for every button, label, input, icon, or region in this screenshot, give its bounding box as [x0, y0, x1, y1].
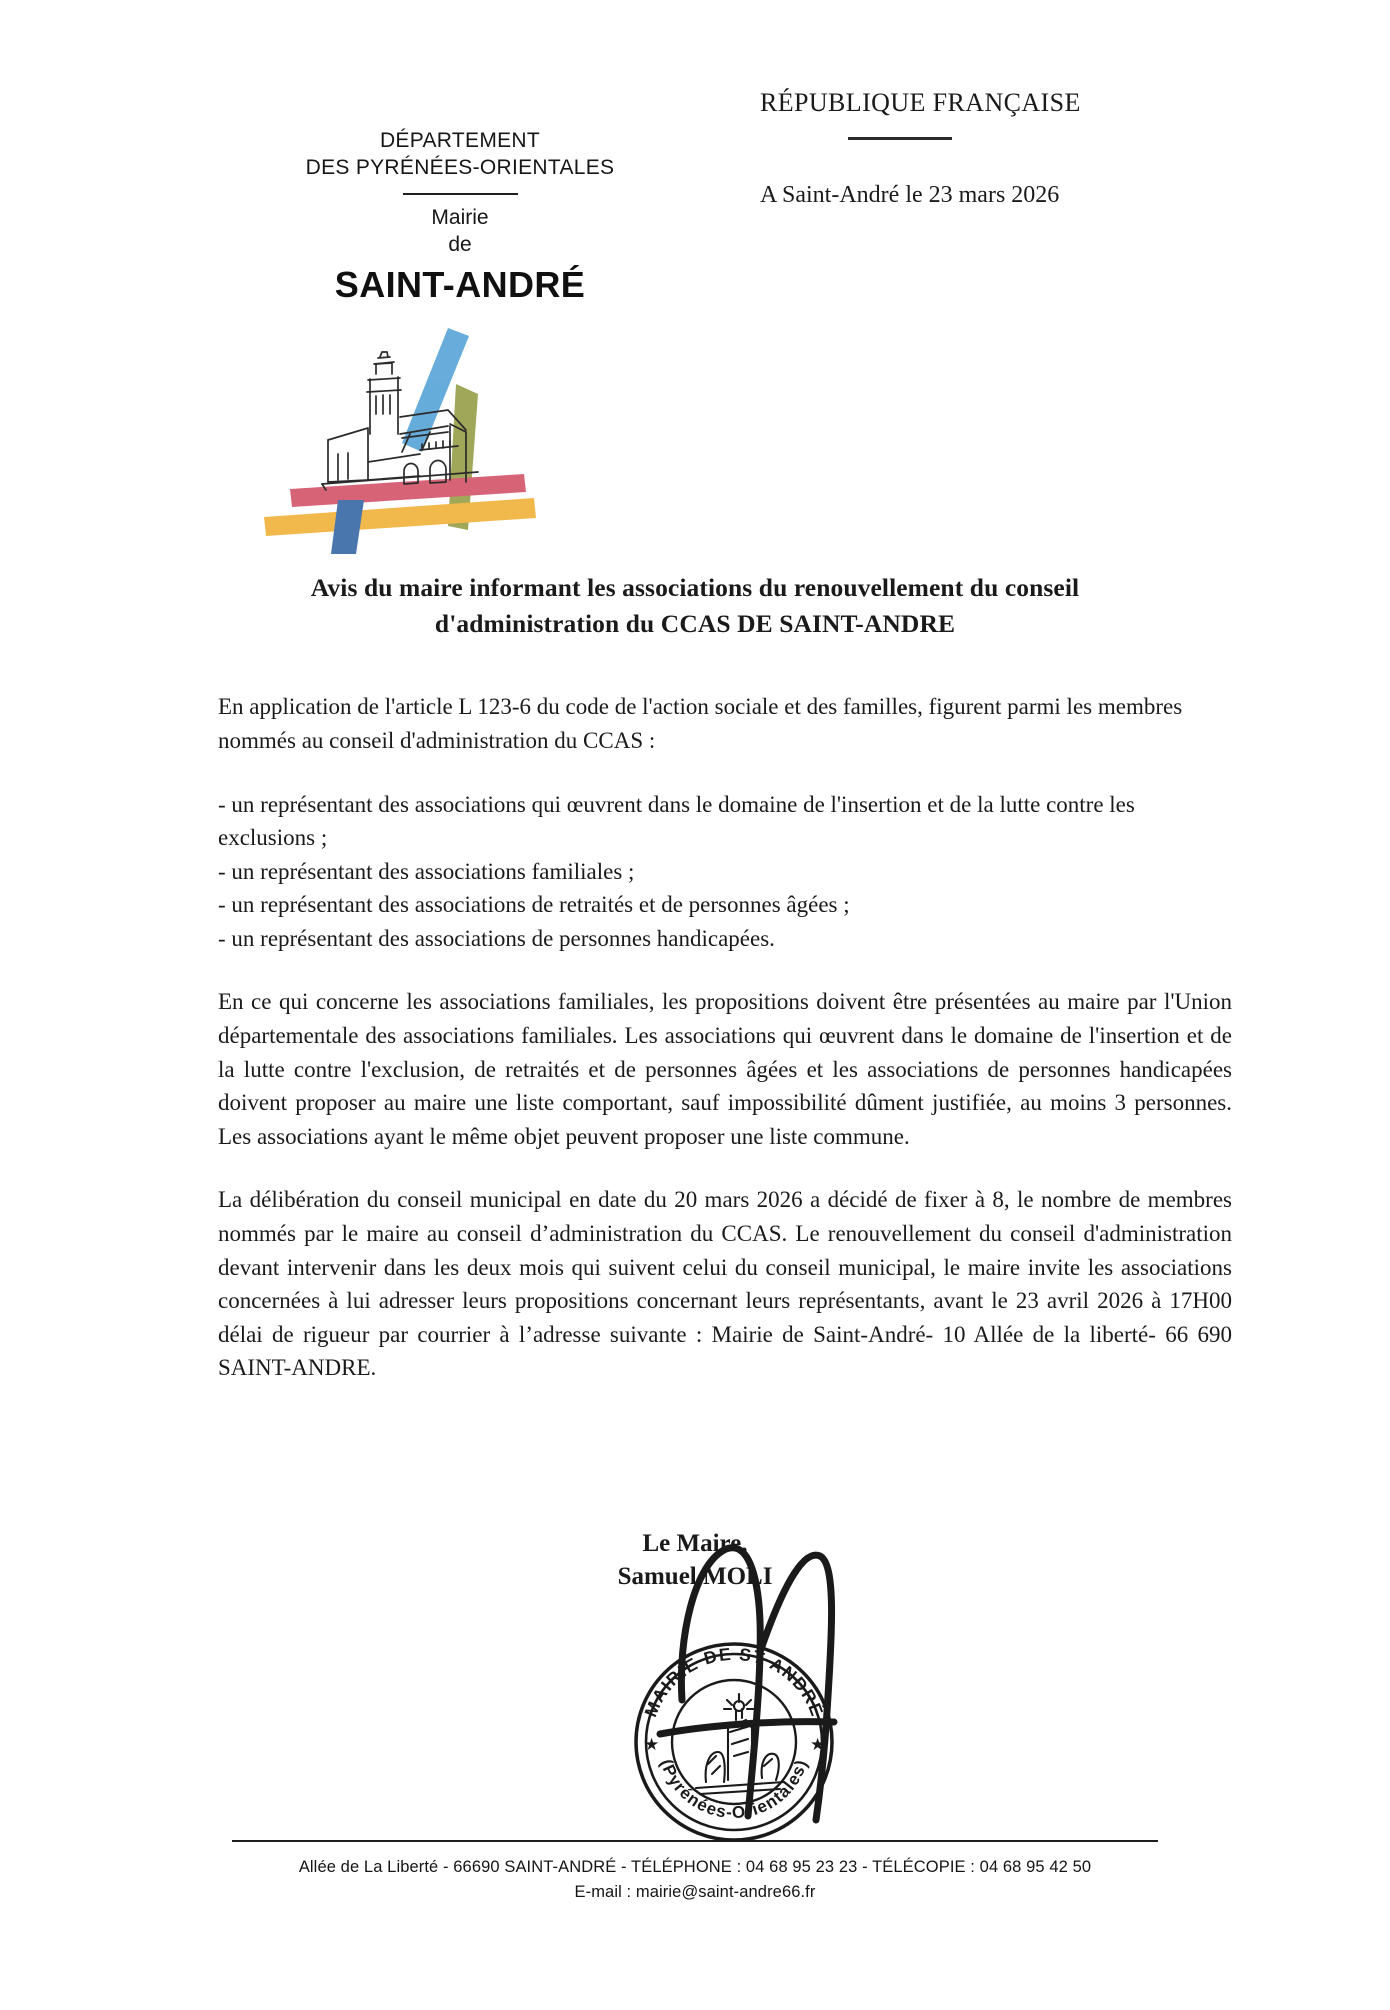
signer-role: Le Maire, — [642, 1530, 748, 1557]
document-body — [218, 690, 1232, 1384]
stamp-bottom-text: (Pyrénées-Orientales) — [656, 1756, 812, 1823]
commune-name: SAINT-ANDRÉ — [334, 264, 586, 306]
saint-andre-abbey-emblem-icon — [252, 322, 562, 562]
letterhead-divider — [403, 193, 518, 195]
signer-name: Samuel MOLI — [617, 1562, 773, 1590]
letterhead — [0, 0, 1390, 560]
document-title-line-1: Avis du maire informant les associations du renouvellement du conseil — [310, 573, 1080, 602]
deliberation-paragraph: La délibération du conseil municipal en date du 20 mars 2026 a décidé de fixer à 8, le nombre de membres nommés par le maire au conseil d’administration du CCAS. Le renouvellement du conseil d'administration devant intervenir dans les deux mois qui suivent celui du conseil municipal, le maire invite les associations concernées à lui adresser leurs propositions concernant leurs représentants, avant le 23 avril 2026 à 17H00 délai de rigueur par courrier à l’adresse suivante : Mairie de Saint-André- 10 Allée de la liberté- 66 690 SAINT-ANDRE. — [218, 1187, 1232, 1381]
list-item: - un représentant des associations de personnes handicapées. — [218, 925, 775, 951]
de-label: de — [448, 233, 472, 257]
proposals-paragraph: En ce qui concerne les associations familiales, les propositions doivent être présentées au maire par l'Union départementale des associations familiales. Les associations qui œuvrent dans le domaine de l'insertion et de la lutte contre l'exclusion, de retraités et de personnes âgées et les associations de personnes handicapées doivent proposer au maire une liste comportant, sauf impossibilité dûment justifiée, au moins 3 personnes. Les associations ayant le même objet peuvent proposer une liste commune. — [218, 989, 1232, 1149]
place-and-date: A Saint-André le 23 mars 2026 — [760, 182, 1060, 208]
mairie-label: Mairie — [431, 205, 489, 229]
footer-email-line: E-mail : mairie@saint-andre66.fr — [574, 1883, 816, 1902]
department-line-1: DÉPARTEMENT — [379, 129, 541, 152]
footer-address-line: Allée de La Liberté - 66690 SAINT-ANDRÉ - TÉLÉPHONE : 04 68 95 23 23 - TÉLÉCOPIE : 04 68 95 42 50 — [298, 1857, 1092, 1876]
official-stamp-icon — [624, 1632, 844, 1852]
signature-block — [0, 1528, 1390, 1823]
list-item: - un représentant des associations familiales ; — [218, 858, 635, 884]
document-title-line-2: d'administration du CCAS DE SAINT-ANDRE — [434, 609, 956, 639]
department-line-2: DES PYRÉNÉES-ORIENTALES — [305, 155, 615, 179]
stamp-top-text: MAIRIE DE ST ANDRÉ — [640, 1643, 828, 1720]
member-categories-list — [218, 788, 1232, 956]
intro-paragraph: En application de l'article L 123-6 du code de l'action sociale et des familles, figurent parmi les membres nommés au conseil d'administration du CCAS : — [218, 694, 1183, 753]
stamp-left-star: ★ — [644, 1735, 660, 1754]
republic-heading: RÉPUBLIQUE FRANÇAISE — [760, 88, 1081, 117]
list-item: - un représentant des associations qui œuvrent dans le domaine de l'insertion et de la lutte contre les exclusions ; — [218, 791, 1135, 851]
stamp-right-star: ★ — [810, 1735, 826, 1754]
republic-divider — [848, 137, 952, 140]
document-title — [150, 570, 1240, 642]
letterhead-right-block — [760, 88, 1190, 209]
letterhead-left-block — [250, 128, 670, 306]
list-item: - un représentant des associations de retraités et de personnes âgées ; — [218, 892, 850, 918]
